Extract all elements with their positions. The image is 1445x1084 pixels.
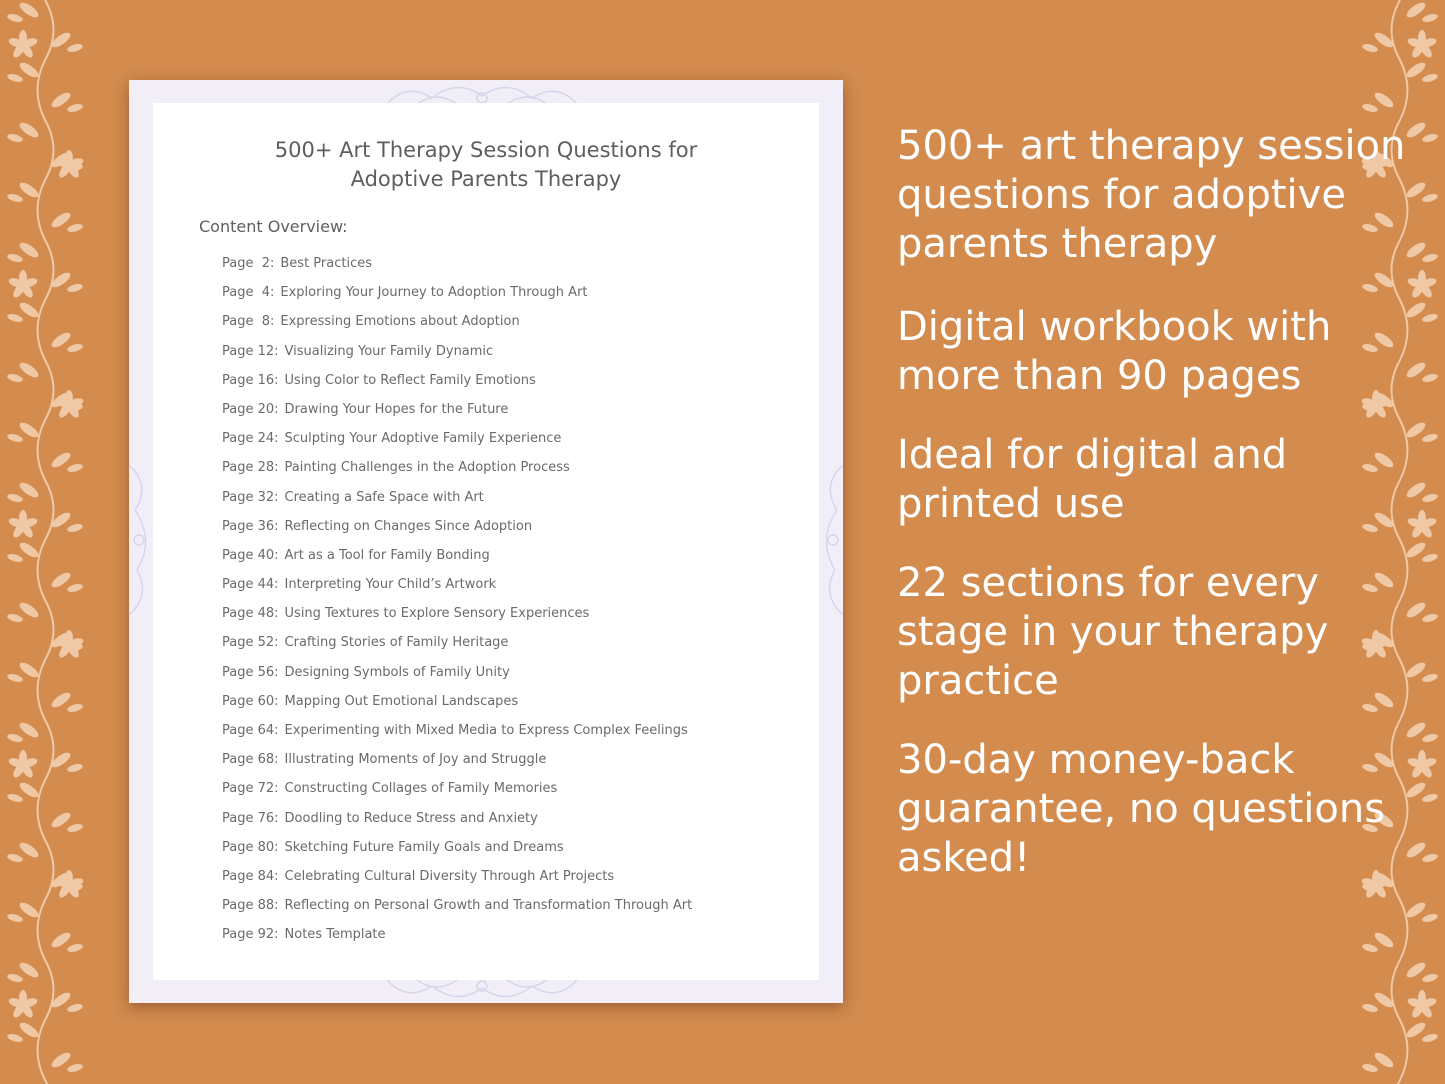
- toc-page-number: Page 68:: [222, 752, 279, 768]
- toc-section-title: Sculpting Your Adoptive Family Experience: [284, 431, 562, 447]
- toc-page-number: Page 84:: [222, 868, 279, 884]
- toc-item: [222, 254, 692, 283]
- toc-item: [222, 838, 692, 867]
- toc-section-title: Expressing Emotions about Adoption: [280, 314, 520, 330]
- toc-item: [222, 692, 692, 721]
- toc-section-title: Crafting Stories of Family Heritage: [284, 635, 509, 651]
- toc-item: [222, 458, 692, 487]
- toc-section-title: Painting Challenges in the Adoption Process: [284, 460, 570, 476]
- toc-item: [222, 429, 692, 458]
- document-title-line-2: Adoptive Parents Therapy: [350, 167, 622, 191]
- toc-item: [222, 604, 692, 633]
- toc-item: [222, 750, 692, 779]
- feature-item: 500+ art therapy session questions for adoptive parents therapy: [897, 123, 1406, 267]
- left-floral-vine-icon: [0, 0, 95, 1084]
- feature-item: 22 sections for every stage in your therapy practice: [897, 560, 1329, 704]
- toc-page-number: Page 32:: [222, 489, 279, 505]
- toc-section-title: Creating a Safe Space with Art: [284, 489, 484, 505]
- toc-page-number: Page 52:: [222, 635, 279, 651]
- toc-section-title: Reflecting on Personal Growth and Transformation Through Art: [284, 898, 693, 914]
- toc-page-number: Page 76:: [222, 810, 279, 826]
- document-page: [153, 103, 819, 980]
- document-title: [153, 136, 819, 194]
- toc-section-title: Reflecting on Changes Since Adoption: [284, 518, 533, 534]
- toc-section-title: Best Practices: [280, 256, 373, 271]
- toc-item: [222, 925, 692, 954]
- toc-section-title: Art as a Tool for Family Bonding: [284, 547, 490, 563]
- document-title-line-1: 500+ Art Therapy Session Questions for: [274, 138, 698, 162]
- toc-page-number: Page 80:: [222, 839, 279, 855]
- mandala-top-icon: [377, 80, 587, 104]
- toc-section-title: Using Textures to Explore Sensory Experiences: [284, 606, 590, 622]
- toc-page-number: Page 4:: [222, 285, 275, 301]
- toc-item: [222, 633, 692, 662]
- toc-page-number: Page 36:: [222, 518, 279, 534]
- toc-section-title: Drawing Your Hopes for the Future: [284, 401, 509, 417]
- toc-section-title: Designing Symbols of Family Unity: [284, 664, 510, 680]
- toc-page-number: Page 60:: [222, 693, 279, 709]
- toc-item: [222, 312, 692, 341]
- toc-section-title: Interpreting Your Child’s Artwork: [284, 577, 497, 593]
- toc-section-title: Doodling to Reduce Stress and Anxiety: [284, 810, 538, 826]
- toc-item: [222, 867, 692, 896]
- toc-section-title: Sketching Future Family Goals and Dreams: [284, 839, 564, 855]
- toc-item: [222, 400, 692, 429]
- feature-item: Ideal for digital and printed use: [897, 432, 1288, 527]
- toc-section-title: Notes Template: [284, 927, 386, 943]
- toc-section-title: Celebrating Cultural Diversity Through Art Projects: [284, 868, 615, 884]
- toc-section-title: Experimenting with Mixed Media to Express Complex Feelings: [284, 723, 688, 738]
- mandala-right-icon: [819, 455, 843, 625]
- toc-page-number: Page 16:: [222, 372, 279, 388]
- toc-item: [222, 371, 692, 400]
- toc-section-title: Constructing Collages of Family Memories: [284, 781, 558, 797]
- toc-section-title: Mapping Out Emotional Landscapes: [284, 693, 519, 709]
- feature-item: Digital workbook with more than 90 pages: [897, 304, 1332, 399]
- toc-page-number: Page 92:: [222, 927, 279, 943]
- toc-page-number: Page 12:: [222, 343, 279, 359]
- toc-item: [222, 546, 692, 575]
- toc-item: [222, 721, 692, 750]
- toc-page-number: Page 44:: [222, 577, 279, 593]
- toc-section-title: Using Color to Reflect Family Emotions: [284, 372, 536, 388]
- toc-item: [222, 663, 692, 692]
- toc-item: [222, 896, 692, 925]
- toc-item: [222, 488, 692, 517]
- toc-page-number: Page 28:: [222, 460, 279, 476]
- toc-item: [222, 779, 692, 808]
- toc-page-number: Page 88:: [222, 898, 279, 914]
- toc-page-number: Page 20:: [222, 401, 279, 417]
- toc-page-number: Page 40:: [222, 547, 279, 563]
- toc-page-number: Page 8:: [222, 314, 275, 330]
- toc-page-number: Page 64:: [222, 723, 279, 738]
- toc-section-title: Visualizing Your Family Dynamic: [284, 343, 494, 359]
- feature-item: 30-day money-back guarantee, no questions asked!: [897, 737, 1386, 881]
- toc-item: [222, 575, 692, 604]
- toc-section-title: Illustrating Moments of Joy and Struggle: [284, 752, 547, 768]
- toc-item: [222, 342, 692, 371]
- toc-section-title: Exploring Your Journey to Adoption Through Art: [280, 285, 588, 301]
- toc-item: [222, 283, 692, 312]
- toc-page-number: Page 24:: [222, 431, 279, 447]
- feature-list: [897, 122, 1417, 923]
- toc-page-number: Page 72:: [222, 781, 279, 797]
- toc-page-number: Page 2:: [222, 256, 275, 271]
- toc-page-number: Page 56:: [222, 664, 279, 680]
- toc-item: [222, 809, 692, 838]
- content-overview-label: Content Overview:: [199, 217, 348, 236]
- toc-page-number: Page 48:: [222, 606, 279, 622]
- toc-item: [222, 517, 692, 546]
- table-of-contents: [222, 254, 692, 955]
- mandala-bottom-icon: [377, 980, 587, 1003]
- mandala-left-icon: [129, 455, 153, 625]
